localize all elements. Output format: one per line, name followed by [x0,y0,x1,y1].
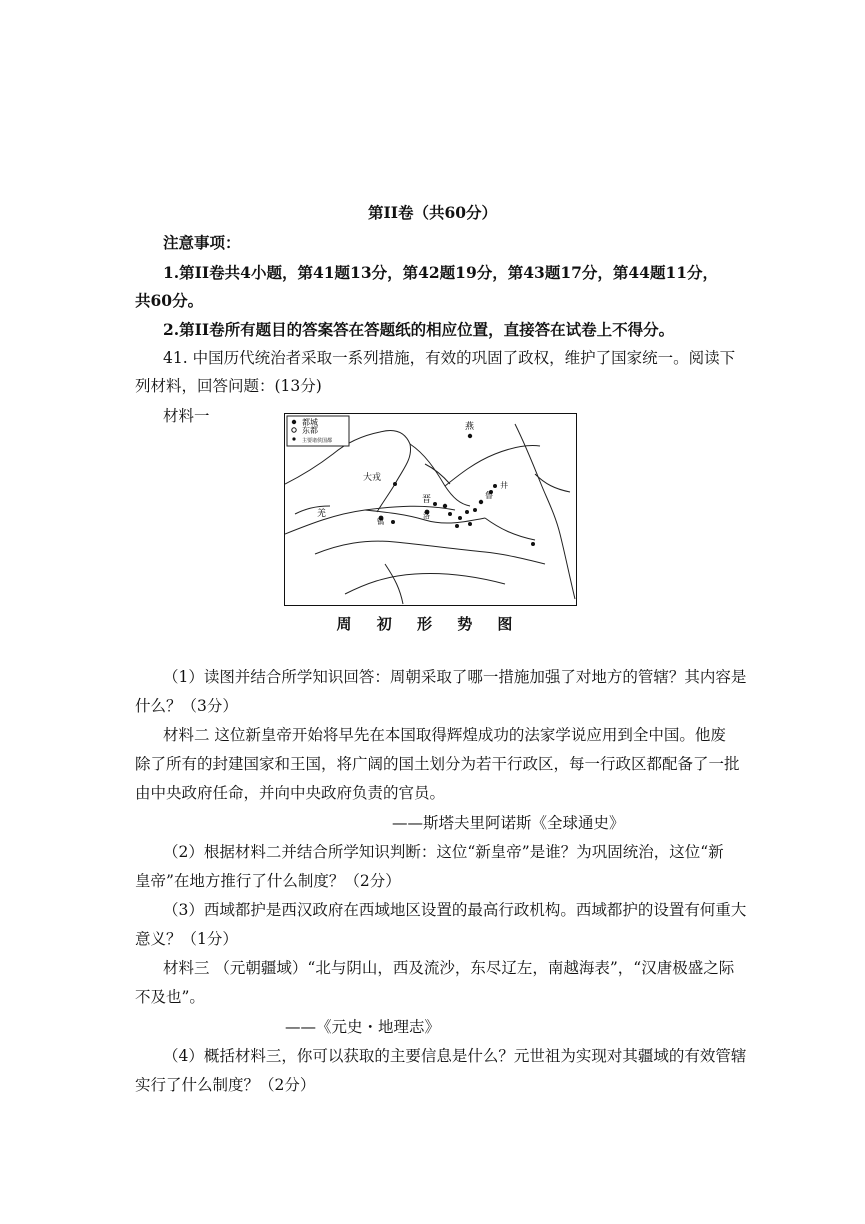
map-label-jin: 晋 [422,495,432,505]
material3-source: ——《元史・地理志》 [285,1018,441,1036]
map-label-luo: 洛 [423,512,430,520]
material3-line1: 材料三 （元朝疆域）“北与阴山，西及流沙，东尽辽左，南越海表”，“汉唐极盛之际 [163,959,735,977]
notice-item2: 2.第II卷所有题目的答案答在答题纸的相应位置，直接答在试卷上不得分。 [163,320,675,339]
sub4-line1: （4）概括材料三，你可以获取的主要信息是什么？元世祖为实现对其疆域的有效管辖 [163,1047,747,1065]
material3-line2: 不及也”。 [135,988,205,1006]
q41-intro-line1: 41. 中国历代统治者采取一系列措施，有效的巩固了政权，维护了国家统一。阅读下 [163,349,736,367]
material2-source: ——斯塔夫里阿诺斯《全球通史》 [392,814,625,832]
material2-line2: 除了所有的封建国家和王国，将广阔的国土划分为若干行政区，每一行政区都配备了一批 [135,755,740,773]
map-label-hao: 镐 [377,518,384,526]
sub1-line1: （1）读图并结合所学知识回答：周朝采取了哪一措施加强了对地方的管辖？其内容是 [163,668,747,686]
notice-item1-line2: 共60分。 [135,291,204,310]
sub4-line2: 实行了什么制度？（2分） [135,1076,316,1094]
legend-capital: 都城 [302,418,318,427]
sub1-line2: 什么？（3分） [135,697,238,715]
map-label-jing: 井 [500,481,508,490]
map-label-lu: 鲁 [485,491,493,500]
legend-east-capital: 东都 [302,426,318,435]
material1-label: 材料一 [163,407,210,425]
sub3-line1: （3）西域都护是西汉政府在西域地区设置的最高行政机构。西域都护的设置有何重大 [163,901,747,919]
map-label-darong: 大戎 [363,473,382,483]
notice-item1-line1: 1.第II卷共4小题，第41题13分，第42题19分，第43题17分，第44题11分， [163,263,719,282]
notice-heading: 注意事项： [163,233,241,252]
section-title: 第II卷（共60分） [367,203,498,222]
legend-vassal-capitals: 主要诸侯国都 [302,438,333,444]
zhou-map [284,413,577,606]
q41-intro-line2: 列材料，回答问题：(13分) [135,377,322,395]
map-caption: 周 初 形 势 图 [336,615,523,633]
map-label-yan: 燕 [465,422,475,432]
map-label-qiang: 羌 [317,509,327,519]
sub2-line1: （2）根据材料二并结合所学知识判断：这位“新皇帝”是谁？为巩固统治，这位“新 [163,843,724,861]
material2-line1: 材料二 这位新皇帝开始将早先在本国取得辉煌成功的法家学说应用到全中国。他废 [163,726,726,744]
sub3-line2: 意义？（1分） [135,930,238,948]
sub2-line2: 皇帝”在地方推行了什么制度？（2分） [135,872,401,890]
material2-line3: 由中央政府任命，并向中央政府负责的官员。 [135,784,446,802]
